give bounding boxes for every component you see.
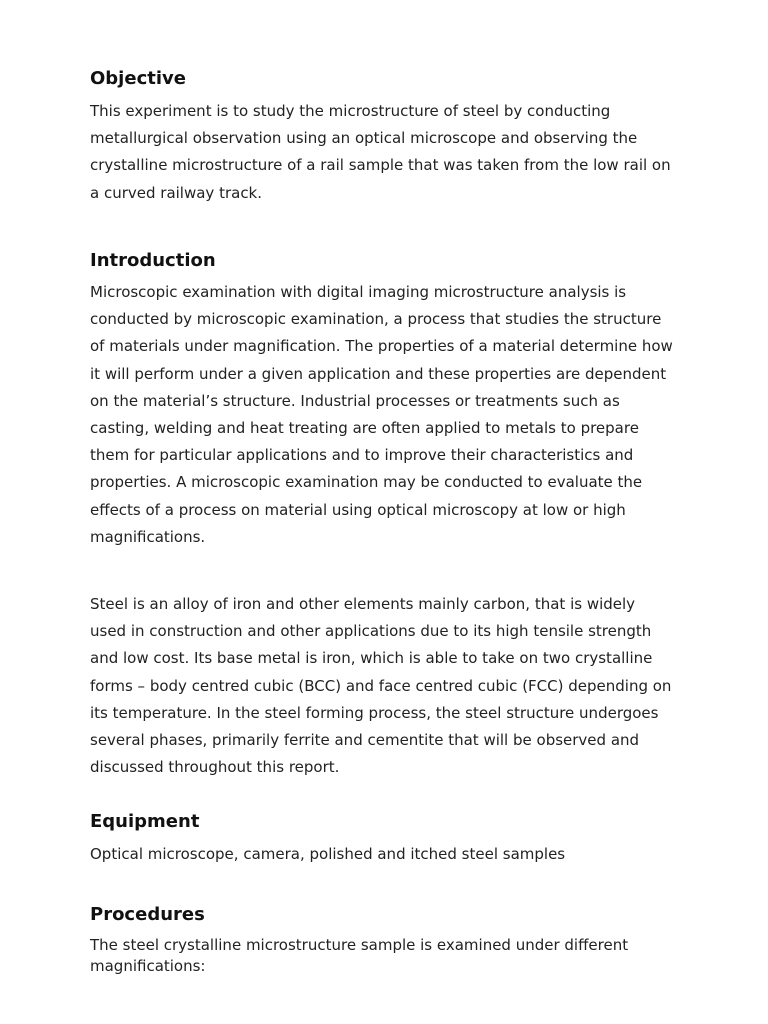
paragraph-line: and low cost. Its base metal is iron, which is able to take on two crystalline [90,649,653,668]
paragraph-line: of materials under magnification. The properties of a material determine how [90,337,673,356]
paragraph-line: This experiment is to study the microstructure of steel by conducting [90,102,611,120]
objective-heading: Objective [90,68,186,89]
paragraph-line: on the material’s structure. Industrial processes or treatments such as [90,391,620,410]
equipment-paragraph [90,841,690,868]
introduction-paragraph-2 [90,591,690,781]
paragraph-line: effects of a process on material using optical microscopy at low or high [90,500,626,519]
paragraph-line: a curved railway track. [90,183,263,202]
paragraph-line: forms – body centred cubic (BCC) and face centred cubic (FCC) depending on [90,676,672,695]
paragraph-line: it will perform under a given application and these properties are dependent [90,364,667,383]
paragraph-line: conducted by microscopic examination, a process that studies the structure [90,310,662,329]
equipment-heading: Equipment [90,811,200,832]
introduction-paragraph-1 [90,279,690,551]
paragraph-line: The steel crystalline microstructure sample is examined under different [90,936,629,954]
paragraph-line: magnifications. [90,527,206,546]
paragraph-line: several phases, primarily ferrite and cementite that will be observed and [90,731,640,750]
paragraph-line: magnifications: [90,957,206,975]
paragraph-line: Optical microscope, camera, polished and itched steel samples [90,845,566,863]
procedures-paragraph [90,935,690,977]
objective-paragraph [90,98,690,207]
introduction-heading: Introduction [90,250,216,271]
paragraph-line: Steel is an alloy of iron and other elements mainly carbon, that is widely [90,595,636,613]
paragraph-line: properties. A microscopic examination may be conducted to evaluate the [90,473,643,492]
paragraph-line: discussed throughout this report. [90,758,340,777]
paragraph-line: casting, welding and heat treating are often applied to metals to prepare [90,419,639,438]
paragraph-line: its temperature. In the steel forming process, the steel structure undergoes [90,703,659,722]
paragraph-line: used in construction and other applications due to its high tensile strength [90,622,652,641]
paragraph-line: Microscopic examination with digital imaging microstructure analysis is [90,283,627,301]
paragraph-line: metallurgical observation using an optical microscope and observing the [90,129,638,148]
paragraph-line: crystalline microstructure of a rail sample that was taken from the low rail on [90,156,671,175]
procedures-heading: Procedures [90,904,205,925]
paragraph-line: them for particular applications and to improve their characteristics and [90,446,634,465]
